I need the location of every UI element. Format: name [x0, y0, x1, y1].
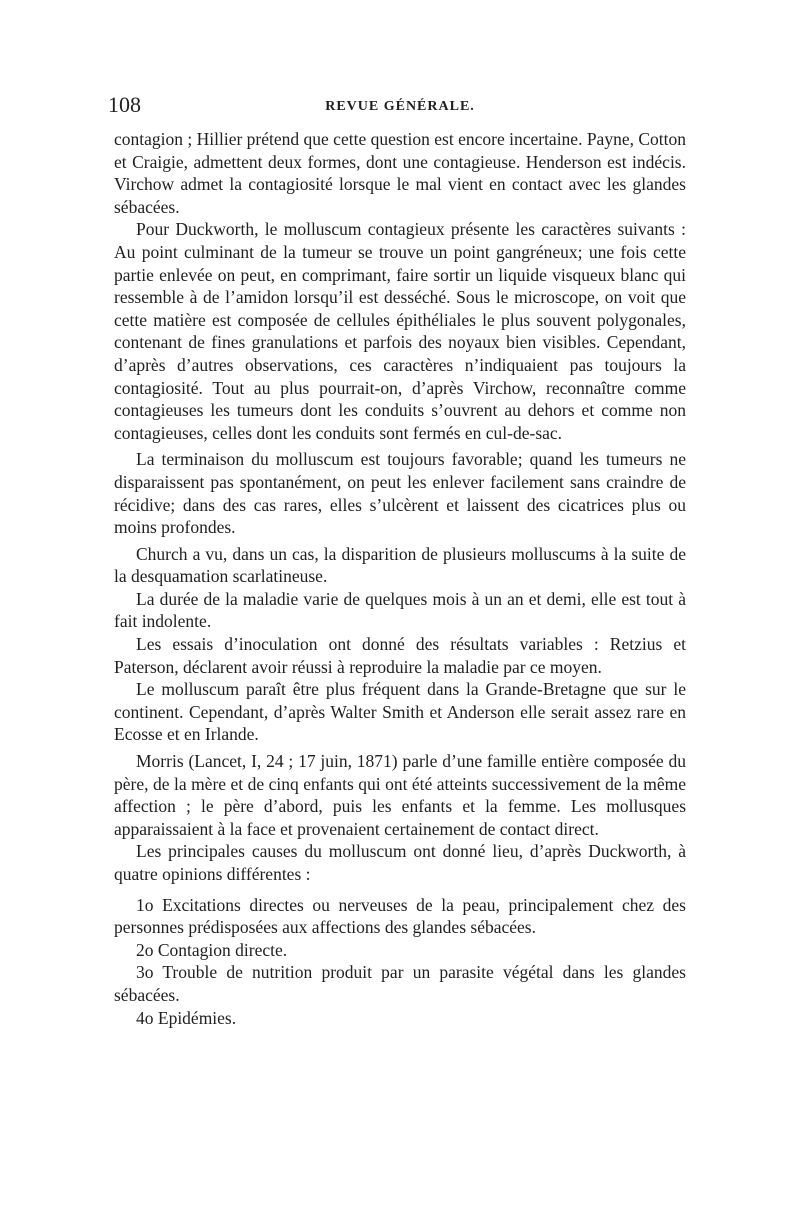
document-page	[108, 92, 686, 1154]
paragraph-contagion: contagion ; Hillier prétend que cette question est encore incertaine. Payne, Cotton et Craigie, admettent deux formes, dont une contagieuse. Henderson est indécis. Virchow admet la contagiosité lorsque le mal vient en contact avec les glandes sébacées.	[114, 129, 686, 217]
list-item: 3o Trouble de nutrition produit par un parasite végétal dans les glandes sébacées.	[114, 962, 686, 1005]
paragraph-causes: Les principales causes du molluscum ont donné lieu, d’après Duckworth, à quatre opinions différentes :	[114, 841, 686, 884]
paragraph-duree: La durée de la maladie varie de quelques mois à un an et demi, elle est tout à fait indolente.	[114, 588, 686, 632]
paragraph-church: Church a vu, dans un cas, la disparition de plusieurs molluscums à la suite de la desquamation scarlatineuse.	[114, 543, 686, 587]
running-title: REVUE GÉNÉRALE.	[325, 99, 475, 114]
list-item: 2o Contagion directe.	[136, 939, 288, 960]
page-number: 108	[108, 92, 141, 117]
list-item: 4o Epidémies.	[136, 1007, 237, 1028]
paragraph-frequence: Le molluscum paraît être plus fréquent dans la Grande-Bretagne que sur le continent. Cependant, d’après Walter Smith et Anderson elle serait assez rare en Ecosse et en Irlande.	[114, 679, 686, 745]
causes-list	[114, 894, 686, 1030]
body-text	[114, 128, 686, 1029]
list-item: 1o Excitations directes ou nerveuses de la peau, principalement chez des personnes prédisposées aux affections des glandes sébacées.	[114, 894, 686, 938]
paragraph-duckworth: Pour Duckworth, le molluscum contagieux présente les caractères suivants : Au point culminant de la tumeur se trouve un point gangréneux; une fois cette partie enlevée on peut, en comprimant, faire sortir un liquide visqueux blanc qui ressemble à de l’amidon lorsqu’il est desséché. Sous le microscope, on voit que cette matière est composée de cellules épithéliales le plus souvent polygonales, contenant de fines granulations et parfois des noyaux bien visibles. Cependant, d’après d’autres observations, ces caractères n’indiquaient pas toujours la contagiosité. Tout au plus pourrait-on, d’après Virchow, reconnaître comme contagieuses les tumeurs dont les conduits s’ouvrent au dehors et comme non contagieuses, celles dont les conduits sont fermés en cul-de-sac.	[114, 219, 686, 443]
paragraph-terminaison: La terminaison du molluscum est toujours favorable; quand les tumeurs ne disparaissent pas spontanément, on peut les enlever facilement sans craindre de récidive; dans des cas rares, elles s’ulcèrent et laissent des cicatrices plus ou moins profondes.	[114, 449, 686, 538]
paragraph-morris: Morris (Lancet, I, 24 ; 17 juin, 1871) parle d’une famille entière composée du père, de la mère et de cinq enfants qui ont été atteints successivement de la même affection ; le père d’abord, puis les enfants et la femme. Les mollusques apparaissaient à la face et provenaient certainement de contact direct.	[114, 751, 686, 839]
paragraph-inoculation: Les essais d’inoculation ont donné des résultats variables : Retzius et Paterson, déclarent avoir réussi à reproduire la maladie par ce moyen.	[114, 634, 686, 677]
page-header	[108, 92, 686, 118]
